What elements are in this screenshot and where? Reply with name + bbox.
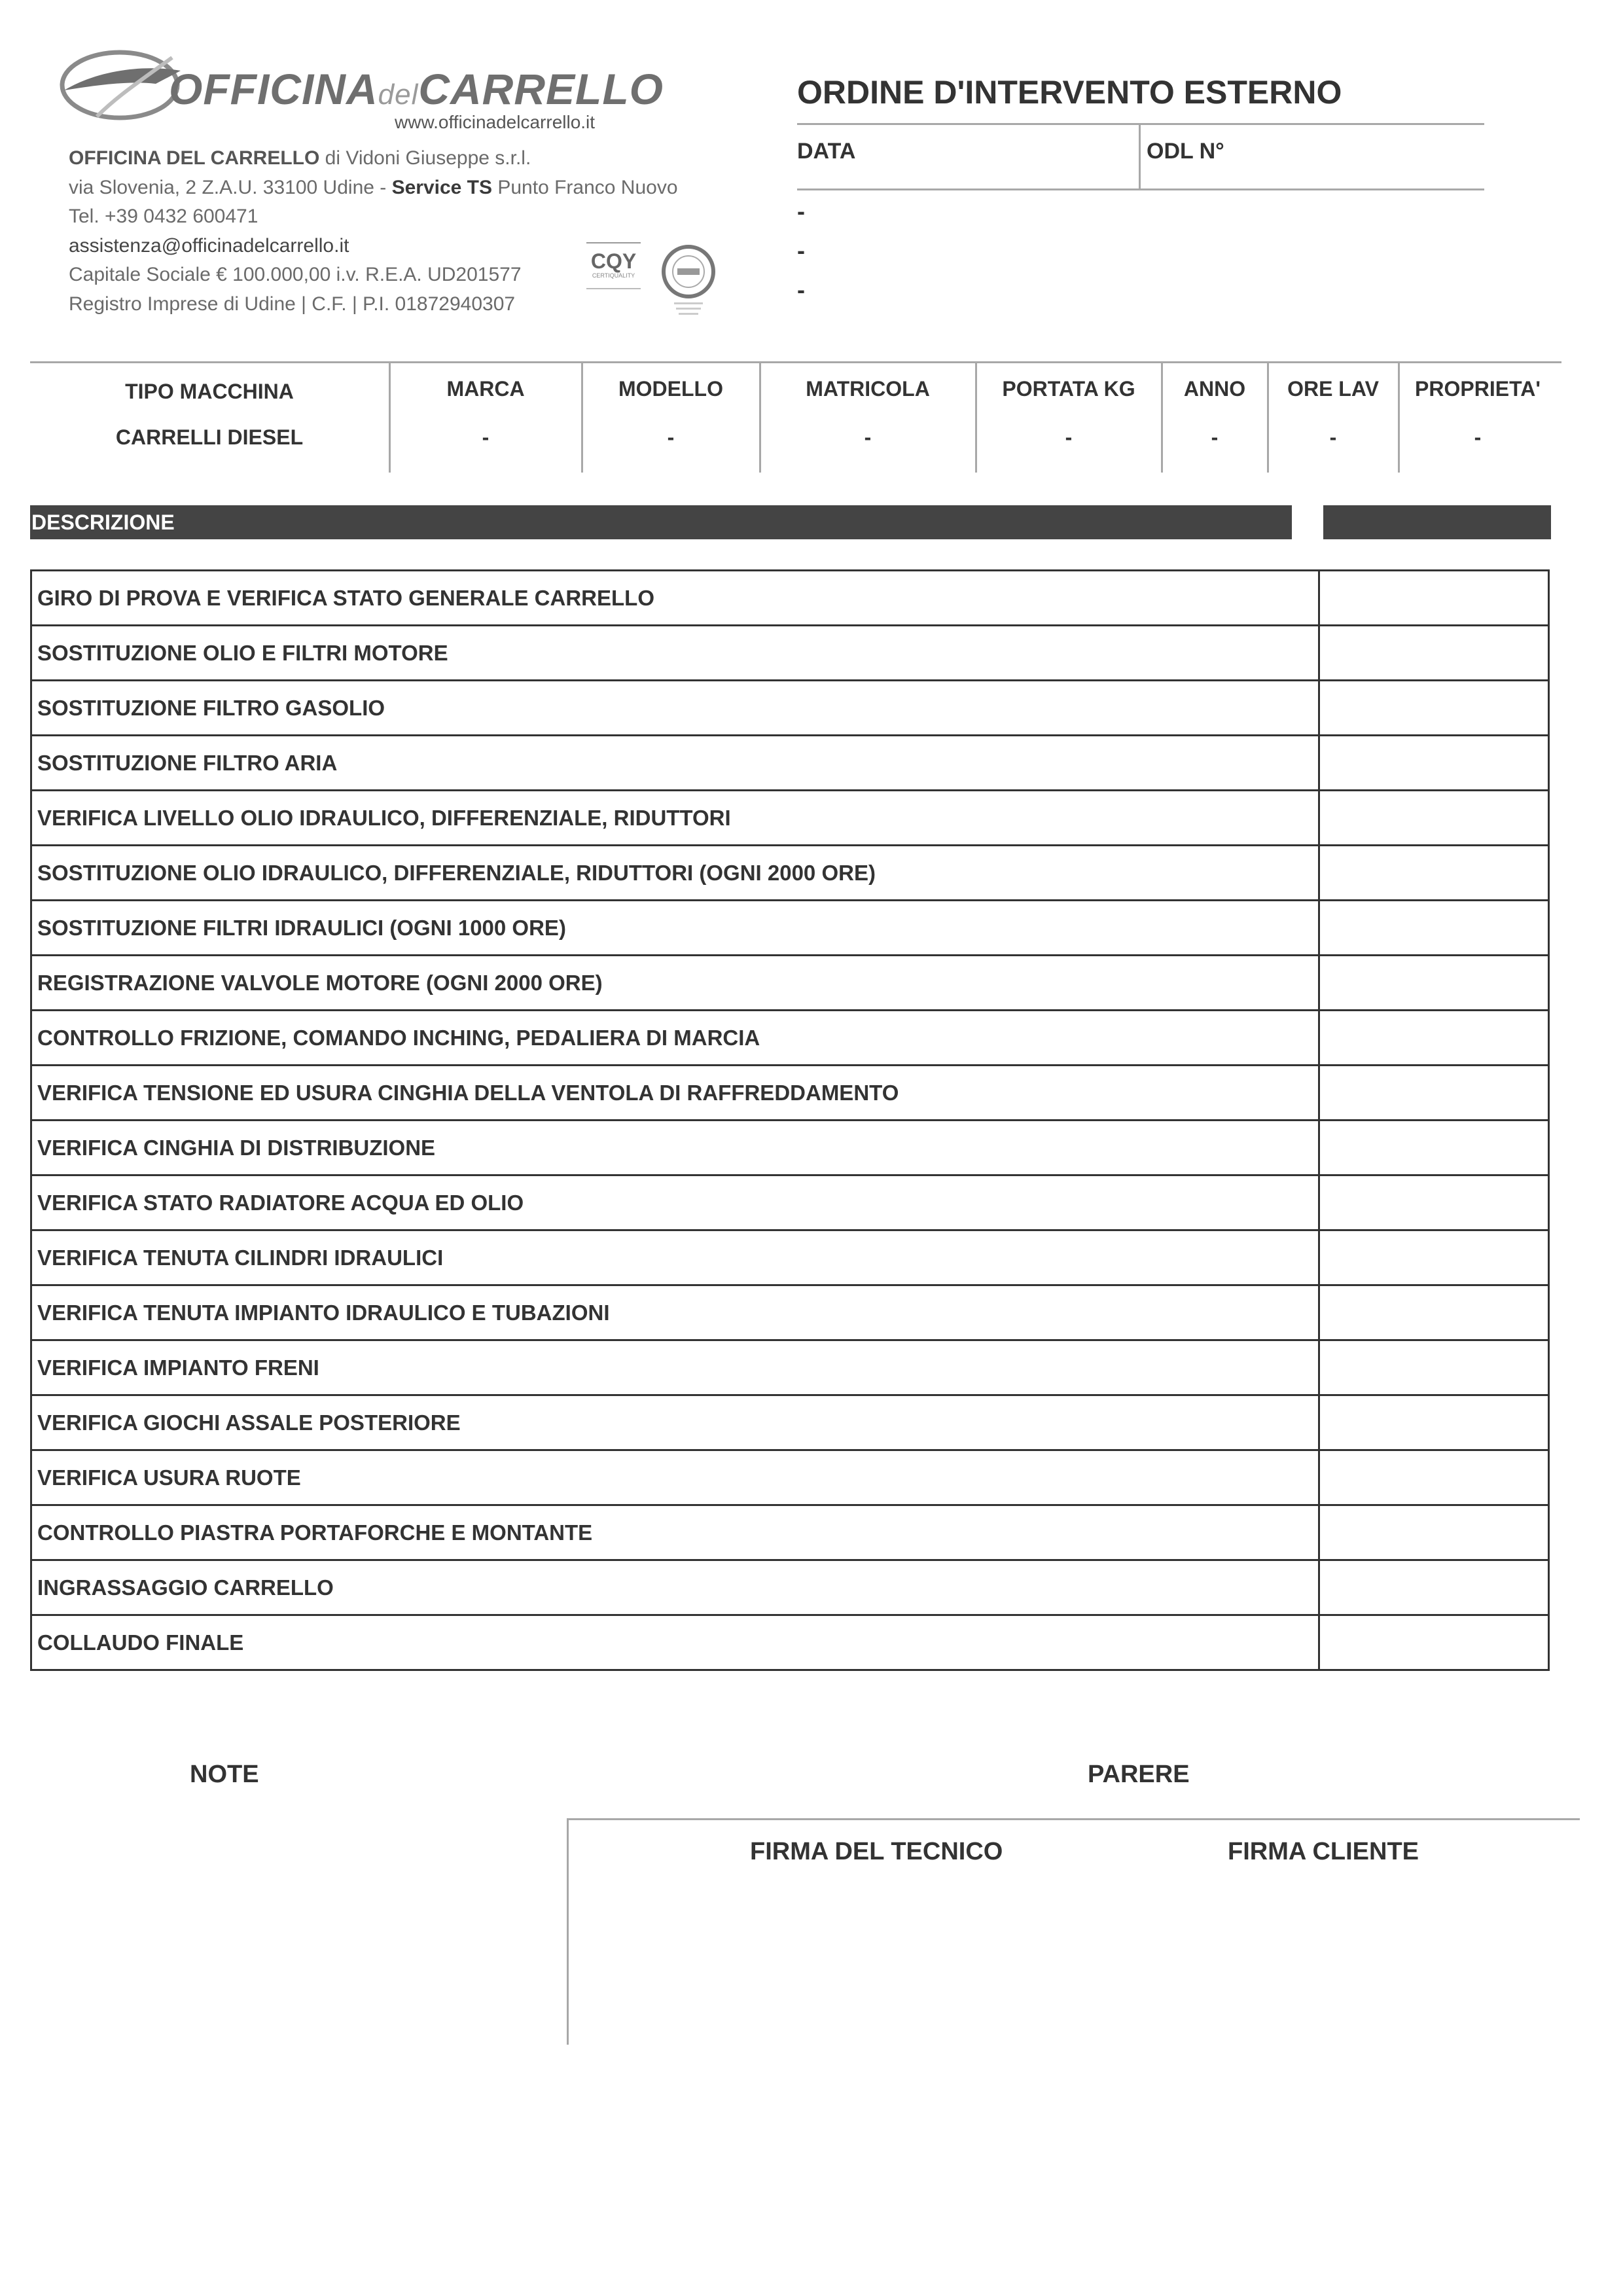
description-header-bar	[30, 505, 1292, 539]
checklist-row	[31, 1450, 1549, 1505]
checklist-row	[31, 1560, 1549, 1615]
checklist-row	[31, 1230, 1549, 1285]
value-matricola: -	[864, 425, 872, 449]
order-title: ORDINE D'INTERVENTO ESTERNO	[797, 74, 1342, 111]
task-check-cell[interactable]	[1319, 1230, 1549, 1285]
checklist-row	[31, 846, 1549, 901]
task-label: INGRASSAGGIO CARRELLO	[31, 1560, 1319, 1615]
task-label: SOSTITUZIONE FILTRO GASOLIO	[31, 681, 1319, 736]
maintenance-checklist	[30, 569, 1550, 1671]
task-check-cell[interactable]	[1319, 1175, 1549, 1230]
company-email[interactable]: assistenza@officinadelcarrello.it	[69, 234, 349, 257]
checklist-row	[31, 736, 1549, 791]
signature-area-left-border	[567, 1818, 569, 2045]
task-label: SOSTITUZIONE FILTRI IDRAULICI (OGNI 1000 ORE)	[31, 901, 1319, 956]
checklist-row	[31, 681, 1549, 736]
company-capital: Capitale Sociale € 100.000,00 i.v. R.E.A. UD201577	[69, 264, 522, 285]
iqnet-certification-seal-icon	[658, 242, 720, 321]
checklist-row	[31, 791, 1549, 846]
signature-area-top-border	[567, 1818, 1580, 1820]
certiquality-badge: CQY CERTIQUALITY	[582, 242, 645, 304]
technician-signature-label: FIRMA DEL TECNICO	[750, 1838, 1003, 1865]
divider	[797, 188, 1484, 190]
checklist-row	[31, 571, 1549, 626]
task-check-cell[interactable]	[1319, 571, 1549, 626]
col-header-tipo-macchina: TIPO MACCHINA	[125, 380, 294, 403]
company-phone: Tel. +39 0432 600471	[69, 206, 259, 227]
checklist-row	[31, 1121, 1549, 1175]
task-check-cell[interactable]	[1319, 1011, 1549, 1066]
col-header-matricola: MATRICOLA	[806, 377, 930, 401]
client-signature-label: FIRMA CLIENTE	[1228, 1838, 1419, 1865]
order-line-2: -	[797, 237, 805, 264]
task-label: VERIFICA TENSIONE ED USURA CINGHIA DELLA VENTOLA DI RAFFREDDAMENTO	[31, 1066, 1319, 1121]
checklist-row	[31, 1340, 1549, 1395]
col-header-ore-lav: ORE LAV	[1287, 377, 1379, 401]
task-check-cell[interactable]	[1319, 1121, 1549, 1175]
task-label: VERIFICA TENUTA CILINDRI IDRAULICI	[31, 1230, 1319, 1285]
company-logo	[58, 45, 664, 132]
task-check-cell[interactable]	[1319, 1450, 1549, 1505]
company-owner: di Vidoni Giuseppe s.r.l.	[325, 147, 531, 169]
task-check-cell[interactable]	[1319, 1560, 1549, 1615]
value-portata-kg: -	[1065, 425, 1073, 449]
task-check-cell[interactable]	[1319, 956, 1549, 1011]
task-check-cell[interactable]	[1319, 901, 1549, 956]
company-name: OFFICINA DEL CARRELLO	[69, 147, 320, 169]
checklist-row	[31, 1066, 1549, 1121]
checklist-row	[31, 1175, 1549, 1230]
task-label: CONTROLLO PIASTRA PORTAFORCHE E MONTANTE	[31, 1505, 1319, 1560]
task-label: CONTROLLO FRIZIONE, COMANDO INCHING, PEDALIERA DI MARCIA	[31, 1011, 1319, 1066]
col-header-modello: MODELLO	[618, 377, 723, 401]
task-label: VERIFICA USURA RUOTE	[31, 1450, 1319, 1505]
task-check-cell[interactable]	[1319, 681, 1549, 736]
checklist-row	[31, 901, 1549, 956]
task-label: VERIFICA LIVELLO OLIO IDRAULICO, DIFFERENZIALE, RIDUTTORI	[31, 791, 1319, 846]
odl-number-label: ODL N°	[1147, 139, 1224, 164]
checklist-row	[31, 1505, 1549, 1560]
value-modello: -	[667, 425, 675, 449]
company-registry: Registro Imprese di Udine | C.F. | P.I. 01872940307	[69, 293, 516, 315]
task-label: VERIFICA CINGHIA DI DISTRIBUZIONE	[31, 1121, 1319, 1175]
notes-field[interactable]	[52, 1806, 550, 2042]
forklift-swoosh-icon	[58, 45, 182, 130]
note-label: NOTE	[190, 1761, 259, 1788]
col-header-portata-kg: PORTATA KG	[1002, 377, 1135, 401]
task-label: VERIFICA TENUTA IMPIANTO IDRAULICO E TUBAZIONI	[31, 1285, 1319, 1340]
client-signature-field[interactable]	[1113, 1885, 1571, 2036]
logo-url: www.officinadelcarrello.it	[395, 112, 596, 132]
divider	[797, 123, 1484, 125]
task-label: COLLAUDO FINALE	[31, 1615, 1319, 1670]
task-check-cell[interactable]	[1319, 1395, 1549, 1450]
value-marca: -	[482, 425, 490, 449]
machine-table-top-border	[30, 361, 1561, 363]
col-header-proprieta: PROPRIETA'	[1415, 377, 1541, 401]
value-proprieta: -	[1474, 425, 1482, 449]
task-check-cell[interactable]	[1319, 1285, 1549, 1340]
check-column-header-bar	[1323, 505, 1551, 539]
task-check-cell[interactable]	[1319, 1615, 1549, 1670]
company-name-line	[69, 144, 678, 173]
task-label: VERIFICA GIOCHI ASSALE POSTERIORE	[31, 1395, 1319, 1450]
logo-wordmark: OFFICINAdelCARRELLO	[169, 65, 664, 113]
col-header-anno: ANNO	[1183, 377, 1246, 401]
order-line-3: -	[797, 276, 805, 303]
task-check-cell[interactable]	[1319, 846, 1549, 901]
company-address: via Slovenia, 2 Z.A.U. 33100 Udine - Service TS Punto Franco Nuovo	[69, 176, 678, 198]
task-check-cell[interactable]	[1319, 1066, 1549, 1121]
technician-signature-field[interactable]	[589, 1885, 1093, 2036]
task-label: VERIFICA STATO RADIATORE ACQUA ED OLIO	[31, 1175, 1319, 1230]
value-tipo-macchina: CARRELLI DIESEL	[115, 425, 304, 449]
col-header-marca: MARCA	[446, 377, 525, 401]
checklist-row	[31, 1285, 1549, 1340]
task-label: VERIFICA IMPIANTO FRENI	[31, 1340, 1319, 1395]
task-label: SOSTITUZIONE OLIO E FILTRI MOTORE	[31, 626, 1319, 681]
task-check-cell[interactable]	[1319, 736, 1549, 791]
parere-label: PARERE	[1088, 1761, 1190, 1788]
task-label: SOSTITUZIONE OLIO IDRAULICO, DIFFERENZIALE, RIDUTTORI (OGNI 2000 ORE)	[31, 846, 1319, 901]
divider	[1139, 124, 1141, 190]
checklist-row	[31, 1011, 1549, 1066]
task-check-cell[interactable]	[1319, 626, 1549, 681]
checklist-row	[31, 1395, 1549, 1450]
description-header: DESCRIZIONE	[31, 511, 175, 534]
task-check-cell[interactable]	[1319, 791, 1549, 846]
task-label: REGISTRAZIONE VALVOLE MOTORE (OGNI 2000 ORE)	[31, 956, 1319, 1011]
checklist-row	[31, 956, 1549, 1011]
value-ore-lav: -	[1329, 425, 1337, 449]
task-label: SOSTITUZIONE FILTRO ARIA	[31, 736, 1319, 791]
value-anno: -	[1211, 425, 1219, 449]
checklist-row	[31, 1615, 1549, 1670]
date-label: DATA	[797, 139, 856, 164]
checklist-row	[31, 626, 1549, 681]
task-label: GIRO DI PROVA E VERIFICA STATO GENERALE CARRELLO	[31, 571, 1319, 626]
order-line-1: -	[797, 198, 805, 224]
task-check-cell[interactable]	[1319, 1340, 1549, 1395]
task-check-cell[interactable]	[1319, 1505, 1549, 1560]
